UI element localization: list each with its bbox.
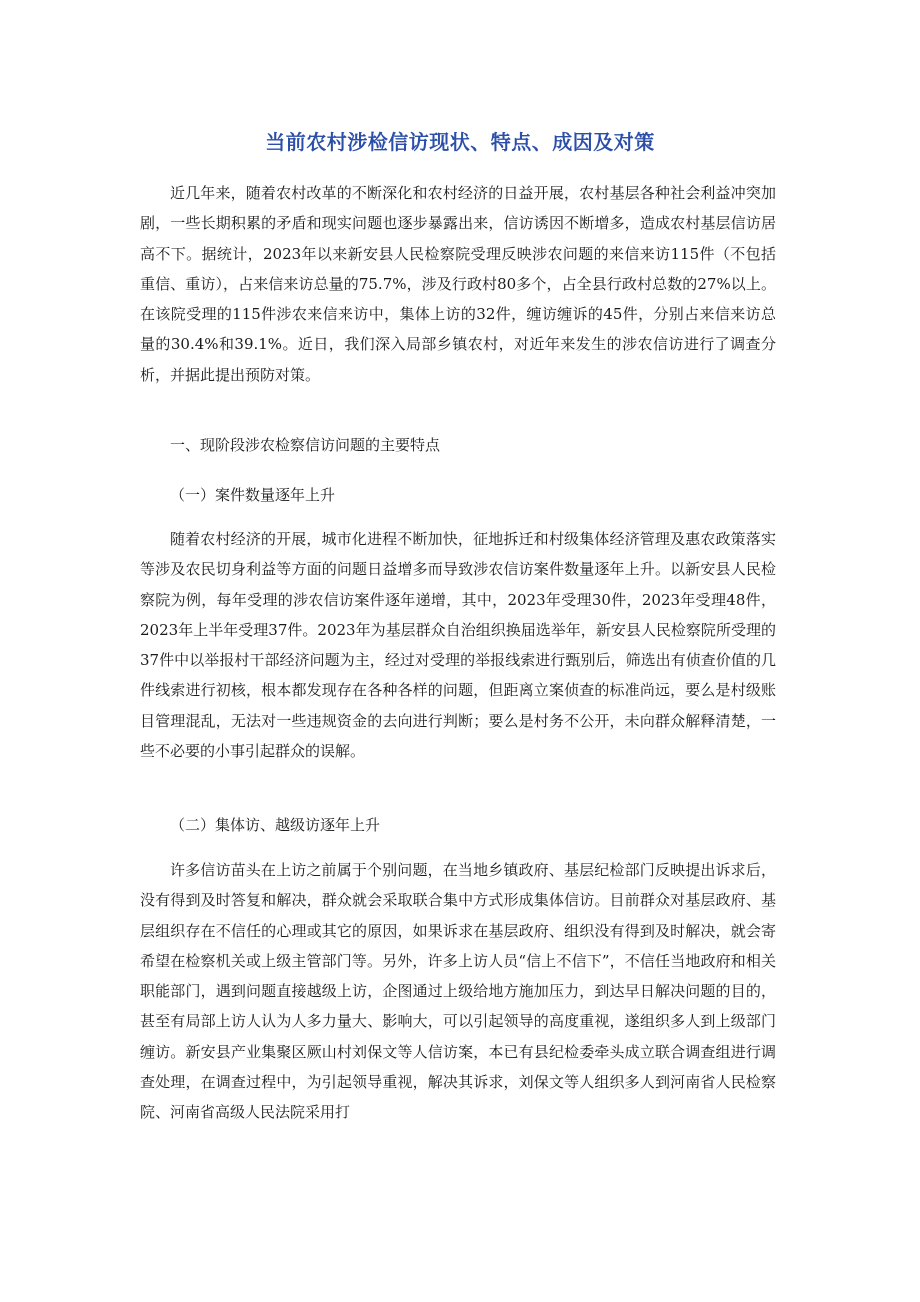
section-heading-1: 一、现阶段涉农检察信访问题的主要特点 [170,436,441,454]
subsection-heading-2: （二）集体访、越级访逐年上升 [170,816,381,834]
paragraph-intro: 近几年来，随着农村改革的不断深化和农村经济的日益开展，农村基层各种社会利益冲突加剧，一些长期积累的矛盾和现实问题也逐步暴露出来，信访诱因不断增多，造成农村基层信访居高不下。据统计，2023年以来新安县人民检察院受理反映涉农问题的来信来访115件（不包括重信、重访），占来信来访总量的75.7%，涉及行政村80多个，占全县行政村总数的27%以上。在该院受理的115件涉农来信来访中，集体上访的32件，缠访缠诉的45件，分别占来信来访总量的30.4%和39.1%。近日，我们深入局部乡镇农村，对近年来发生的涉农信访进行了调查分析，并据此提出预防对策。 [140,184,776,384]
paragraph-collective-petitions: 许多信访苗头在上访之前属于个别问题，在当地乡镇政府、基层纪检部门反映提出诉求后，没有得到及时答复和解决，群众就会采取联合集中方式形成集体信访。目前群众对基层政府、基层组织存在不信任的心理或其它的原因，如果诉求在基层政府、组织没有得到及时解决，就会寄希望在检察机关或上级主管部门等。另外，许多上访人员“信上不信下”，不信任当地政府和相关职能部门，遇到问题直接越级上访，企图通过上级给地方施加压力，到达早日解决问题的目的，甚至有局部上访人认为人多力量大、影响大，可以引起领导的高度重视，遂组织多人到上级部门缠访。新安县产业集聚区厥山村刘保文等人信访案，本已有县纪检委牵头成立联合调查组进行调查处理，在调查过程中，为引起领导重视，解决其诉求，刘保文等人组织多人到河南省人民检察院、河南省高级人民法院采用打 [140,861,776,1122]
document-title: 当前农村涉检信访现状、特点、成因及对策 [265,130,655,154]
subsection-heading-1: （一）案件数量逐年上升 [170,486,336,504]
paragraph-case-growth: 随着农村经济的开展，城市化进程不断加快，征地拆迁和村级集体经济管理及惠农政策落实等涉及农民切身利益等方面的问题日益增多而导致涉农信访案件数量逐年上升。以新安县人民检察院为例，每年受理的涉农信访案件逐年递增，其中，2023年受理30件，2023年受理48件，2023年上半年受理37件。2023年为基层群众自治组织换届选举年，新安县人民检察院所受理的37件中以举报村干部经济问题为主，经过对受理的举报线索进行甄别后，筛选出有侦查价值的几件线索进行初核，根本都发现存在各种各样的问题，但距离立案侦查的标准尚远，要么是村级账目管理混乱，无法对一些违规资金的去向进行判断；要么是村务不公开，未向群众解释清楚，一些不必要的小事引起群众的误解。 [140,530,776,761]
